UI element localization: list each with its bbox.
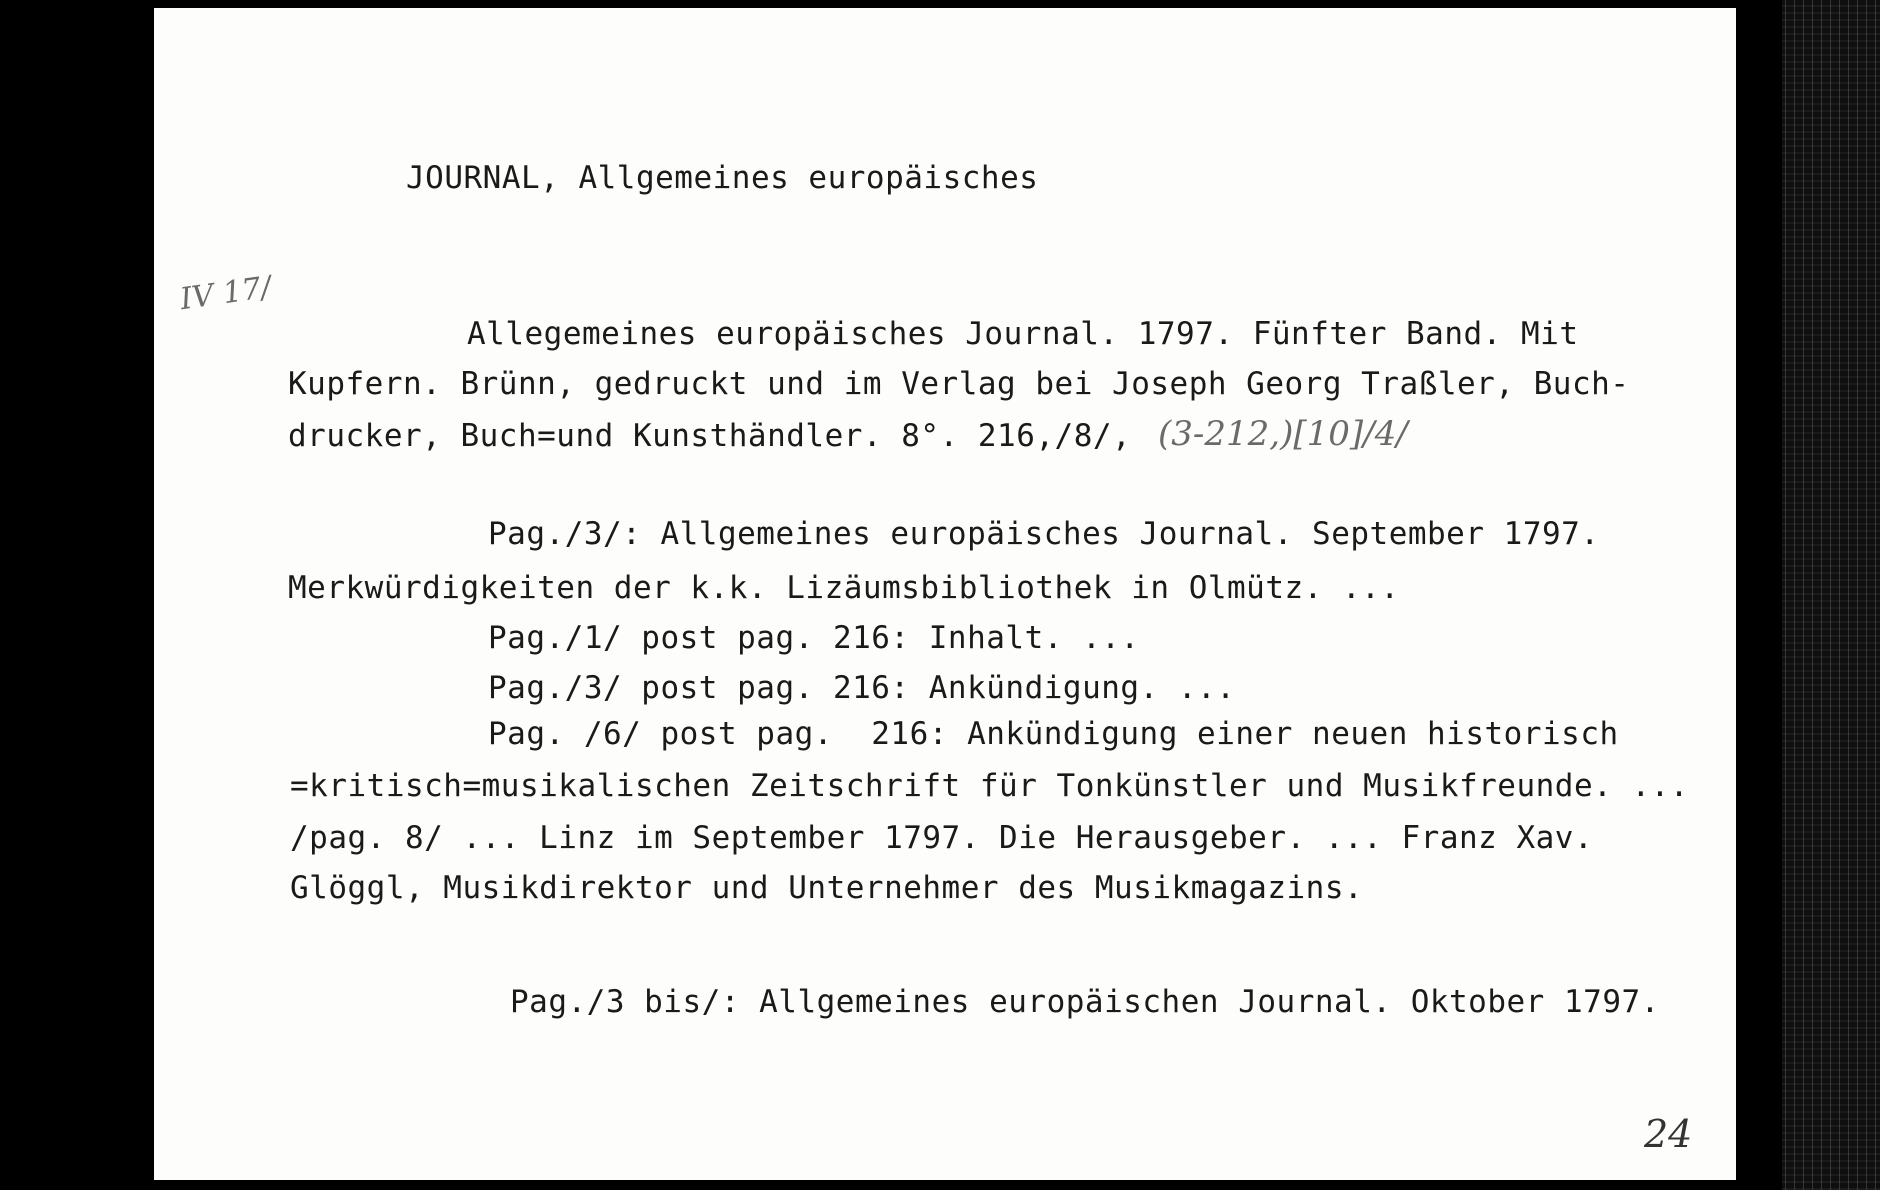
body-line: Allegemeines europäisches Journal. 1797. Fünfter Band. Mit <box>467 316 1579 352</box>
body-line: Pag. /6/ post pag. 216: Ankündigung einer neuen historisch <box>488 716 1619 752</box>
body-line: /pag. 8/ ... Linz im September 1797. Die Herausgeber. ... Franz Xav. <box>290 820 1594 856</box>
film-edge <box>1782 0 1880 1190</box>
body-line: Pag./1/ post pag. 216: Inhalt. ... <box>488 620 1140 656</box>
body-line: =kritisch=musikalischen Zeitschrift für Tonkünstler und Musikfreunde. ... <box>290 768 1689 804</box>
page-number: 24 <box>1644 1112 1693 1156</box>
body-line: Pag./3/ post pag. 216: Ankündigung. ... <box>488 670 1236 706</box>
body-line: Pag./3 bis/: Allgemeines europäischen Journal. Oktober 1797. <box>510 984 1660 1020</box>
body-line: Pag./3/: Allgemeines europäisches Journal. September 1797. <box>488 516 1600 552</box>
card-heading: JOURNAL, Allgemeines europäisches <box>406 160 1039 196</box>
body-line: Glöggl, Musikdirektor und Unternehmer des Musikmagazins. <box>290 870 1364 906</box>
body-line: Kupfern. Brünn, gedruckt und im Verlag bei Joseph Georg Traßler, Buch- <box>288 366 1630 402</box>
body-line: Merkwürdigkeiten der k.k. Lizäumsbibliothek in Olmütz. ... <box>288 570 1400 606</box>
index-card <box>154 8 1736 1180</box>
body-line: drucker, Buch=und Kunsthändler. 8°. 216,/8/, <box>288 418 1132 454</box>
margin-note: IV 17/ <box>178 269 274 318</box>
handwritten-addition: (3-212,)[10]/4/ <box>1158 414 1408 454</box>
